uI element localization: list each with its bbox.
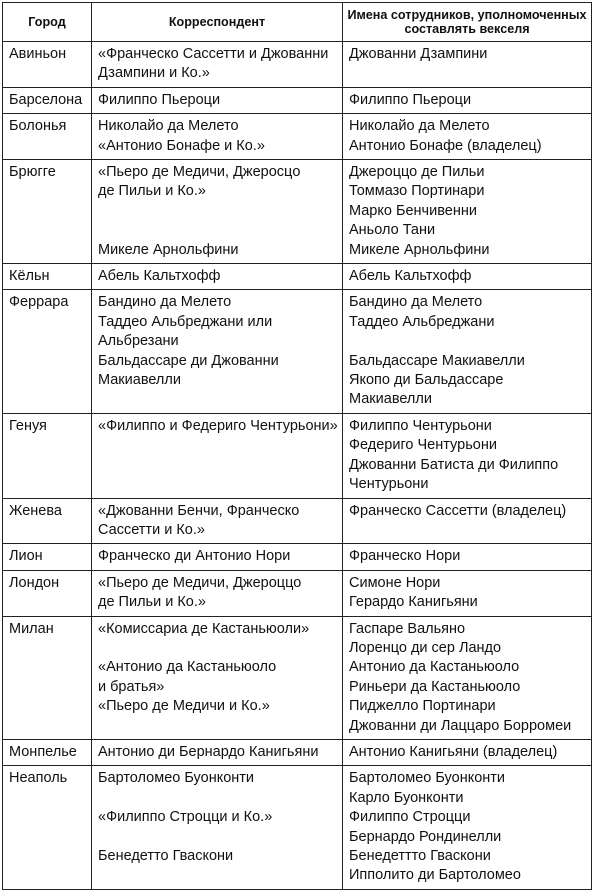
employees-cell — [343, 570, 592, 616]
correspondent-cell — [92, 264, 343, 290]
employee-line: Джероццо де Пильи — [349, 164, 485, 181]
employees-cell — [343, 616, 592, 739]
table-body — [3, 42, 592, 890]
correspondent-line: Антонио ди Бернардо Канигьяни — [98, 743, 319, 760]
employees-cell — [343, 87, 592, 113]
employee-line: Антонио Канигьяни (владелец) — [349, 743, 558, 760]
table-row — [3, 290, 592, 413]
employee-line: Аньоло Тани — [349, 222, 436, 239]
city-cell: Генуя — [3, 413, 92, 498]
employees-cell — [343, 264, 592, 290]
city-cell: Болонья — [3, 114, 92, 160]
correspondent-line: «Антонио Бонафе и Ко.» — [98, 137, 265, 154]
correspondent-line: де Пильи и Ко.» — [98, 183, 206, 200]
employee-line: Макиавелли — [349, 391, 432, 408]
table-row — [3, 498, 592, 544]
employee-line: Марко Бенчивенни — [349, 202, 477, 219]
correspondent-line: Абель Кальтхофф — [98, 268, 221, 285]
employee-line: Филиппо Чентурьони — [349, 417, 492, 434]
employees-cell — [343, 290, 592, 413]
correspondents-table — [2, 2, 592, 890]
correspondent-line: Филиппо Пьероци — [98, 91, 221, 108]
correspondent-line: «Пьеро де Медичи, Джерocцo — [98, 164, 301, 181]
table-row — [3, 114, 592, 160]
city-cell: Монпелье — [3, 739, 92, 765]
employees-cell — [343, 42, 592, 88]
employee-line: Ипполито ди Бартоломео — [349, 867, 521, 884]
correspondent-line — [98, 202, 337, 221]
table-row — [3, 739, 592, 765]
correspondent-line — [98, 639, 337, 658]
employee-line: Таддео Альбреджани — [349, 313, 495, 330]
employee-line: Николайо да Мелето — [349, 118, 490, 135]
employee-line: Филиппо Строцци — [349, 809, 471, 826]
table-row — [3, 616, 592, 739]
employee-line: Чентурьони — [349, 476, 429, 493]
header-employees: Имена сотрудников, уполномоченных составлять векселя — [343, 3, 592, 42]
employee-line: Джованни Дзампини — [349, 46, 488, 62]
employees-cell — [343, 544, 592, 570]
correspondent-line: Микеле Арнольфини — [98, 241, 239, 258]
employee-line: Гаспаре Вальяно — [349, 620, 466, 637]
correspondent-cell — [92, 290, 343, 413]
correspondent-line: «Антонио да Кастаньюоло — [98, 659, 277, 676]
header-correspondent: Корреспондент — [92, 3, 343, 42]
employees-cell — [343, 160, 592, 264]
table-header — [3, 3, 592, 42]
employees-cell — [343, 766, 592, 889]
correspondent-line: «Филиппо и Федериго Чентурьони» — [98, 417, 338, 434]
table-row — [3, 570, 592, 616]
employee-line: Бартоломео Буонконти — [349, 770, 506, 787]
correspondent-line: Бартоломео Буонконти — [98, 770, 255, 787]
employee-line: Микеле Арнольфини — [349, 241, 490, 258]
correspondent-cell — [92, 570, 343, 616]
employees-cell — [343, 114, 592, 160]
header-row — [3, 3, 592, 42]
correspondent-line: Таддео Альбреджани или — [98, 313, 273, 330]
correspondent-line: Дзампини и Ко.» — [98, 65, 210, 82]
city-cell: Лион — [3, 544, 92, 570]
correspondent-line: «Комиссариа де Кастаньюоли» — [98, 620, 310, 637]
table-row — [3, 766, 592, 889]
correspondent-line: «Франческо Сассетти и Джованни — [98, 46, 329, 62]
correspondent-cell — [92, 616, 343, 739]
employee-line: Федериго Чентурьони — [349, 437, 497, 454]
correspondent-line: де Пильи и Ко.» — [98, 594, 206, 611]
employee-line: Карло Буонконти — [349, 789, 464, 806]
employees-cell — [343, 413, 592, 498]
employee-line: Бернардо Рондинелли — [349, 828, 502, 845]
employee-line: Риньери да Кастаньюоло — [349, 678, 521, 695]
city-cell: Авиньон — [3, 42, 92, 88]
employee-line: Бенедеттто Гваскони — [349, 848, 491, 865]
employees-cell — [343, 739, 592, 765]
correspondent-cell — [92, 42, 343, 88]
employee-line: Пиджелло Портинари — [349, 698, 496, 715]
city-cell: Женева — [3, 498, 92, 544]
correspondent-cell — [92, 87, 343, 113]
employee-line: Джованни Батиста ди Филиппо — [349, 456, 559, 473]
correspondent-line: Николайо да Мелето — [98, 118, 239, 135]
correspondent-line: Макиавелли — [98, 372, 181, 389]
employee-line: Франческо Сассетти (владелец) — [349, 502, 567, 519]
employee-line: Абель Кальтхофф — [349, 268, 472, 285]
correspondent-line — [98, 221, 337, 240]
city-cell: Брюгге — [3, 160, 92, 264]
table-row — [3, 87, 592, 113]
employees-cell — [343, 498, 592, 544]
employee-line: Бандино да Мелето — [349, 294, 483, 311]
employee-line: Якопо ди Бальдассаре — [349, 372, 504, 389]
table-row — [3, 544, 592, 570]
correspondent-line: Бандино да Мелето — [98, 294, 232, 311]
correspondent-line: Альбрезани — [98, 333, 179, 350]
correspondent-line: Бенедетто Гваскони — [98, 847, 234, 864]
correspondent-line — [98, 828, 337, 847]
correspondent-line: «Пьеро де Медичи и Ко.» — [98, 698, 270, 715]
correspondent-cell — [92, 114, 343, 160]
city-cell: Феррара — [3, 290, 92, 413]
header-city: Город — [3, 3, 92, 42]
table-row — [3, 160, 592, 264]
employee-line — [349, 332, 586, 351]
city-cell: Милан — [3, 616, 92, 739]
city-cell: Лондон — [3, 570, 92, 616]
city-cell: Кёльн — [3, 264, 92, 290]
correspondent-line: Бальдассаре ди Джованни — [98, 352, 279, 369]
employee-line: Франческо Нори — [349, 548, 461, 565]
correspondent-cell — [92, 498, 343, 544]
employee-line: Лоренцо ди сер Ландо — [349, 639, 502, 656]
correspondent-line: «Филиппо Строцци и Ко.» — [98, 809, 273, 826]
employee-line: Джованни ди Лаццаро Борромеи — [349, 717, 572, 734]
correspondent-cell — [92, 739, 343, 765]
city-cell: Барселона — [3, 87, 92, 113]
employee-line: Филиппо Пьероци — [349, 91, 472, 108]
correspondent-cell — [92, 160, 343, 264]
employee-line: Герардо Канигьяни — [349, 594, 478, 611]
city-cell: Неаполь — [3, 766, 92, 889]
correspondent-cell — [92, 544, 343, 570]
employee-line: Томмазо Портинари — [349, 183, 485, 200]
employee-line: Антонио Бонафе (владелец) — [349, 137, 542, 154]
employee-line: Бальдассаре Макиавелли — [349, 352, 525, 369]
correspondent-line: «Джованни Бенчи, Франческо — [98, 502, 300, 519]
correspondent-cell — [92, 413, 343, 498]
table-row — [3, 42, 592, 88]
employee-line: Антонио да Кастаньюоло — [349, 659, 520, 676]
correspondent-line: и братья» — [98, 678, 165, 695]
table-row — [3, 413, 592, 498]
employee-line: Симоне Нори — [349, 574, 441, 591]
correspondent-line: «Пьеро де Медичи, Джероццо — [98, 574, 302, 591]
correspondent-cell — [92, 766, 343, 889]
correspondent-line: Франческо ди Антонио Нори — [98, 548, 291, 565]
table-row — [3, 264, 592, 290]
correspondent-line — [98, 789, 337, 808]
correspondent-line: Сассетти и Ко.» — [98, 521, 205, 538]
